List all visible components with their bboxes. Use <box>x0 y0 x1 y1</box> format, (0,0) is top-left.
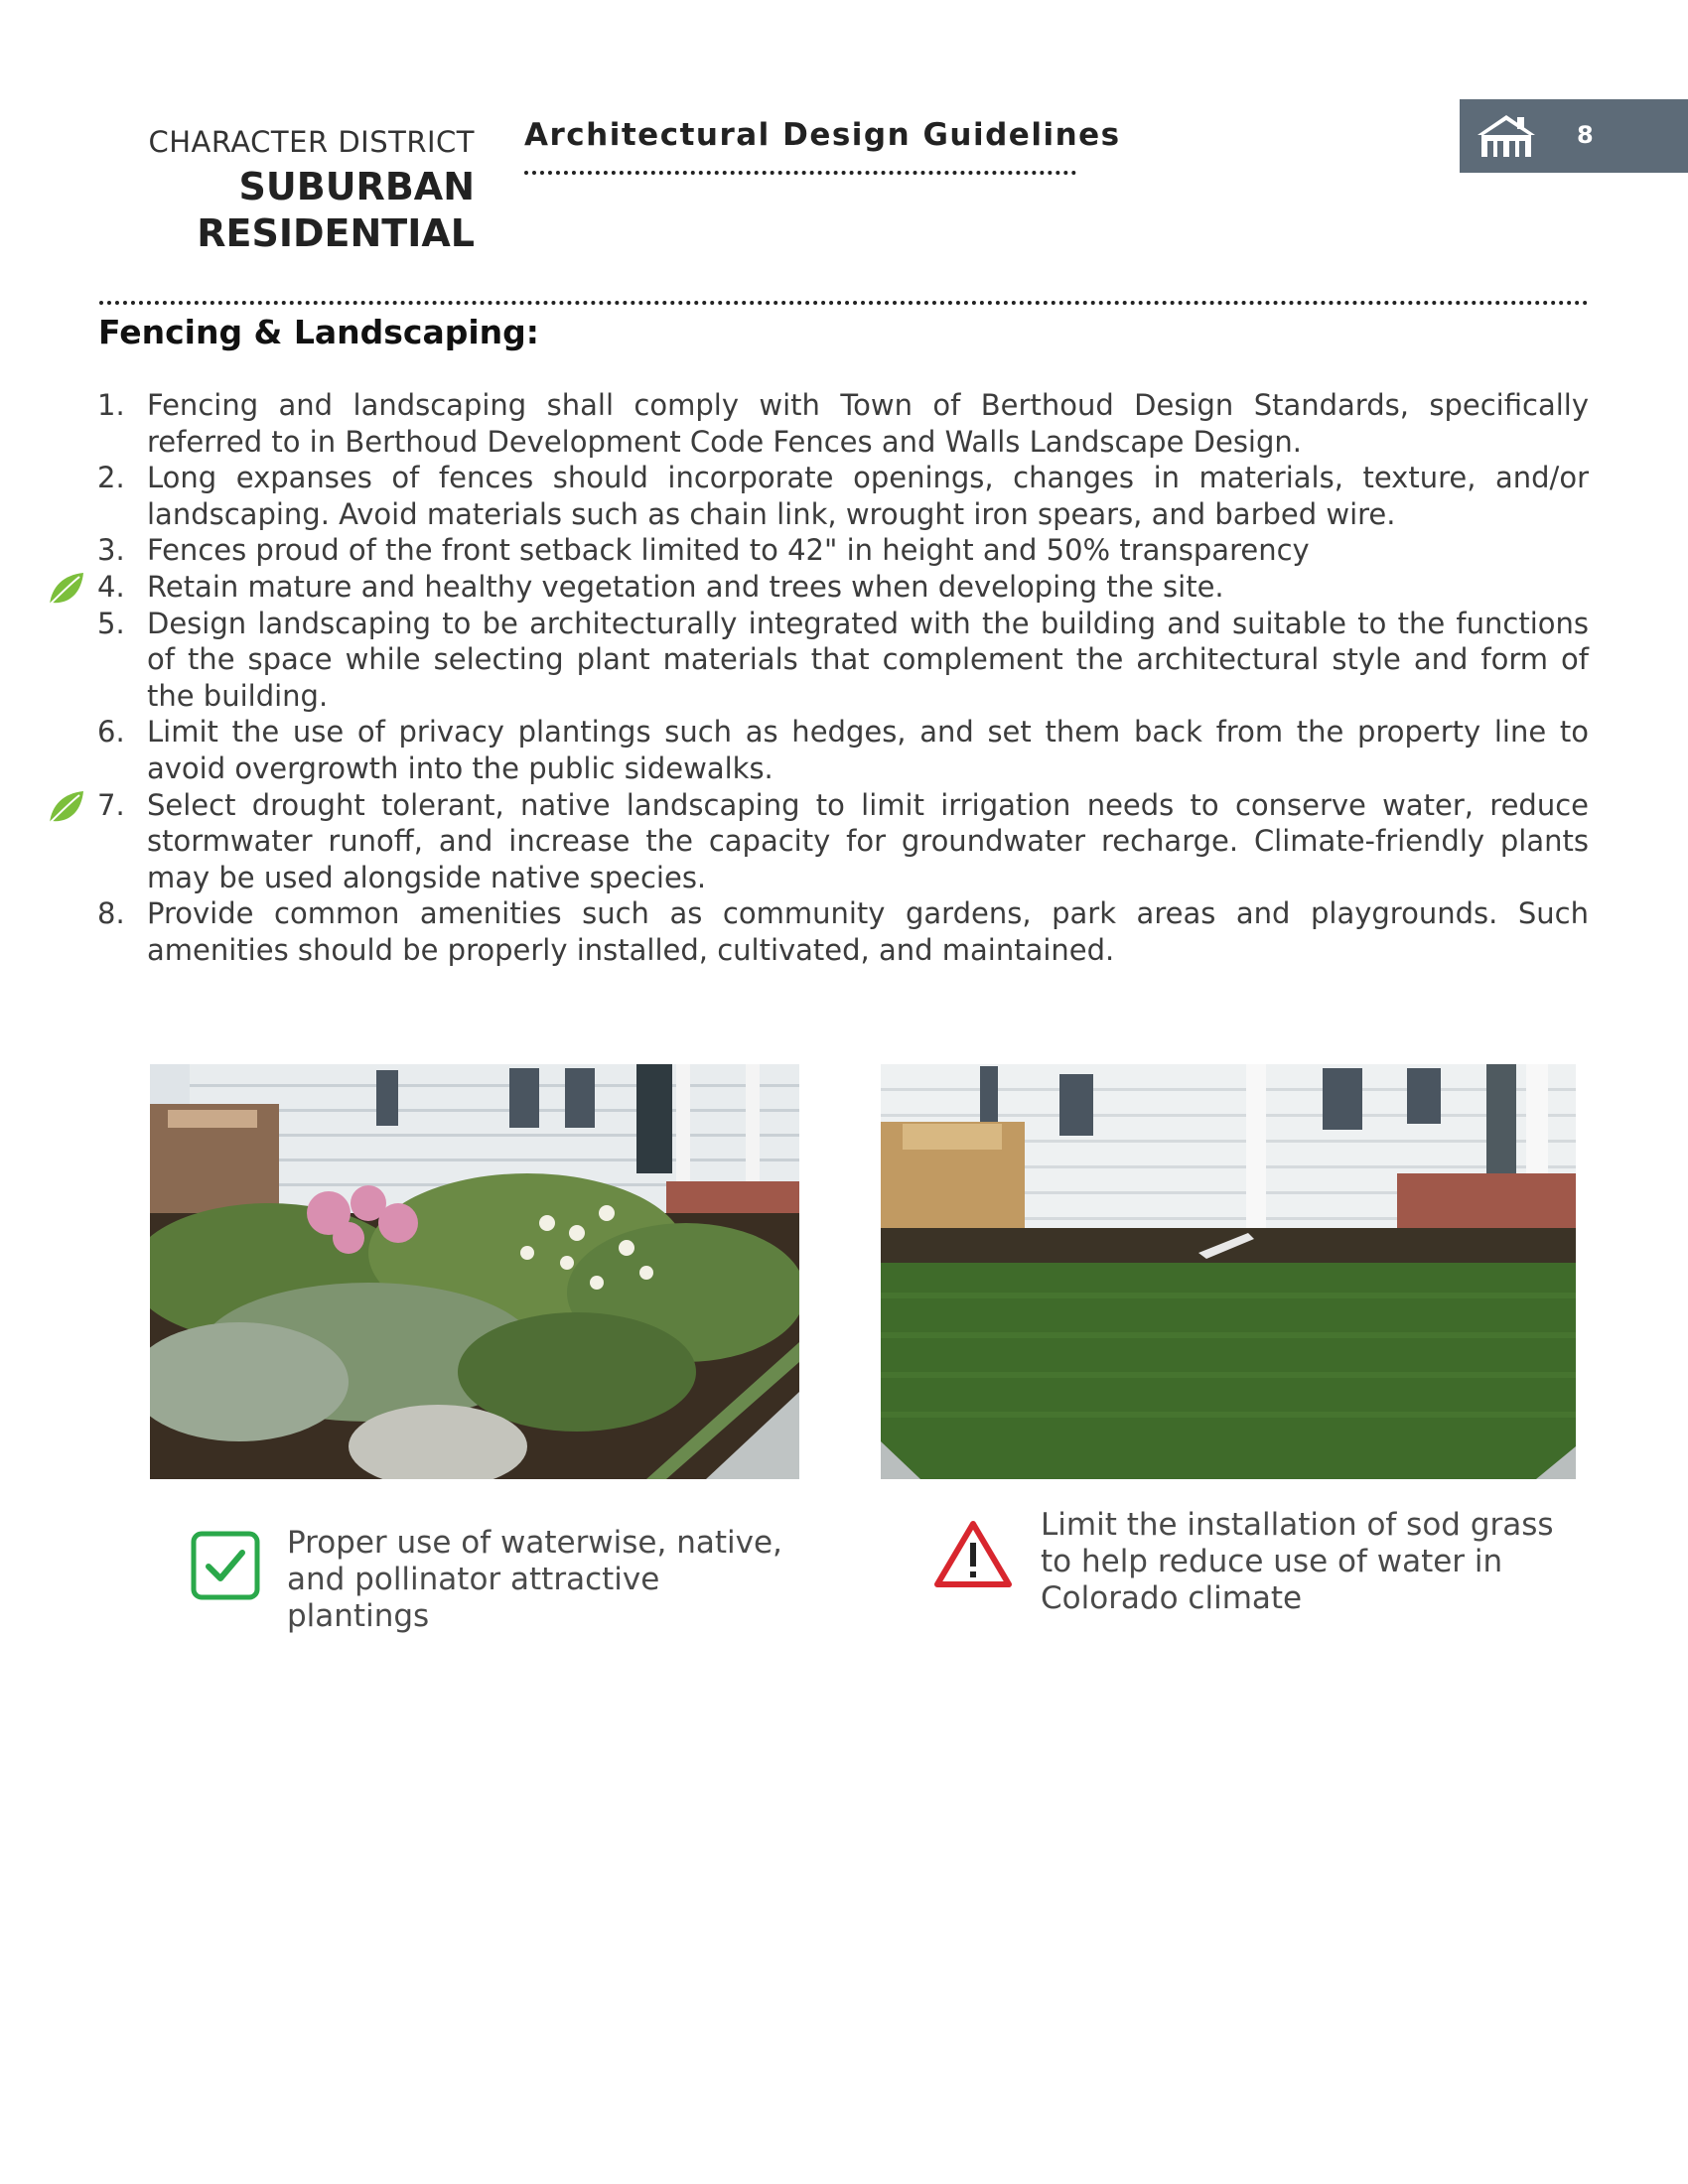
item-text: Select drought tolerant, native landscaping to limit irrigation needs to conserve water, reduce stormwater runoff, and increase the capacity for groundwater recharge. Climate-friendly plants may be used alongside native species. <box>147 787 1589 894</box>
section-heading: Fencing & Landscaping: <box>98 313 539 351</box>
good-caption-line2: and pollinator attractive plantings <box>287 1562 660 1634</box>
warning-caption-line1: Limit the installation of sod grass <box>1041 1507 1554 1543</box>
house-icon <box>1474 111 1539 159</box>
list-item <box>97 787 1589 896</box>
list-item <box>97 714 1589 786</box>
list-item <box>97 606 1589 715</box>
item-number: 6. <box>97 715 125 750</box>
item-number: 5. <box>97 606 125 640</box>
district-name-line2: RESIDENTIAL <box>197 211 475 255</box>
item-number: 7. <box>97 787 125 822</box>
warning-icon <box>933 1519 1013 1588</box>
item-text: Provide common amenities such as community gardens, park areas and playgrounds. Such amenities should be properly installed, cultivated, and maintained. <box>147 896 1589 967</box>
page-number: 8 <box>1577 121 1594 149</box>
guide-title: Architectural Design Guidelines <box>524 117 1121 153</box>
page-tab <box>1460 99 1688 173</box>
list-item <box>97 387 1589 460</box>
warning-caption-line2: to help reduce use of water in <box>1041 1544 1503 1579</box>
district-name <box>77 164 475 257</box>
item-number: 3. <box>97 533 125 568</box>
leaf-icon <box>46 571 85 607</box>
good-example-caption <box>287 1525 803 1635</box>
warning-caption <box>1041 1507 1557 1617</box>
leaf-icon <box>46 789 85 825</box>
sod-lawn-photo <box>881 1064 1576 1479</box>
item-number: 4. <box>97 569 125 604</box>
district-label: CHARACTER DISTRICT <box>148 125 475 159</box>
item-text: Retain mature and healthy vegetation and trees when developing the site. <box>147 569 1224 604</box>
item-text: Long expanses of fences should incorporate openings, changes in materials, texture, and/or landscaping. Avoid materials such as chain link, wrought iron spears, and barbed wire. <box>147 461 1589 531</box>
district-name-line1: SUBURBAN <box>238 165 475 208</box>
list-item <box>97 532 1589 569</box>
warning-caption-line3: Colorado climate <box>1041 1580 1303 1616</box>
list-item <box>97 460 1589 532</box>
item-text: Design landscaping to be architecturally integrated with the building and suitable to the functions of the space while selecting plant materials that complement the architectural style and form of the building. <box>147 606 1589 713</box>
checkmark-icon <box>191 1531 260 1600</box>
item-text: Fences proud of the front setback limited to 42" in height and 50% transparency <box>147 533 1310 568</box>
item-text: Fencing and landscaping shall comply with Town of Berthoud Design Standards, specifically referred to in Berthoud Development Code Fences and Walls Landscape Design. <box>147 388 1589 459</box>
title-divider <box>524 171 1076 175</box>
section-divider <box>99 301 1589 305</box>
list-item <box>97 895 1589 968</box>
native-garden-photo <box>150 1064 799 1479</box>
good-caption-line1: Proper use of waterwise, native, <box>287 1525 782 1561</box>
list-item <box>97 569 1589 606</box>
item-number: 1. <box>97 388 125 422</box>
item-number: 2. <box>97 461 125 495</box>
item-text: Limit the use of privacy plantings such as hedges, and set them back from the property line to avoid overgrowth into the public sidewalks. <box>147 715 1589 785</box>
guideline-list <box>97 387 1589 969</box>
item-number: 8. <box>97 896 125 931</box>
